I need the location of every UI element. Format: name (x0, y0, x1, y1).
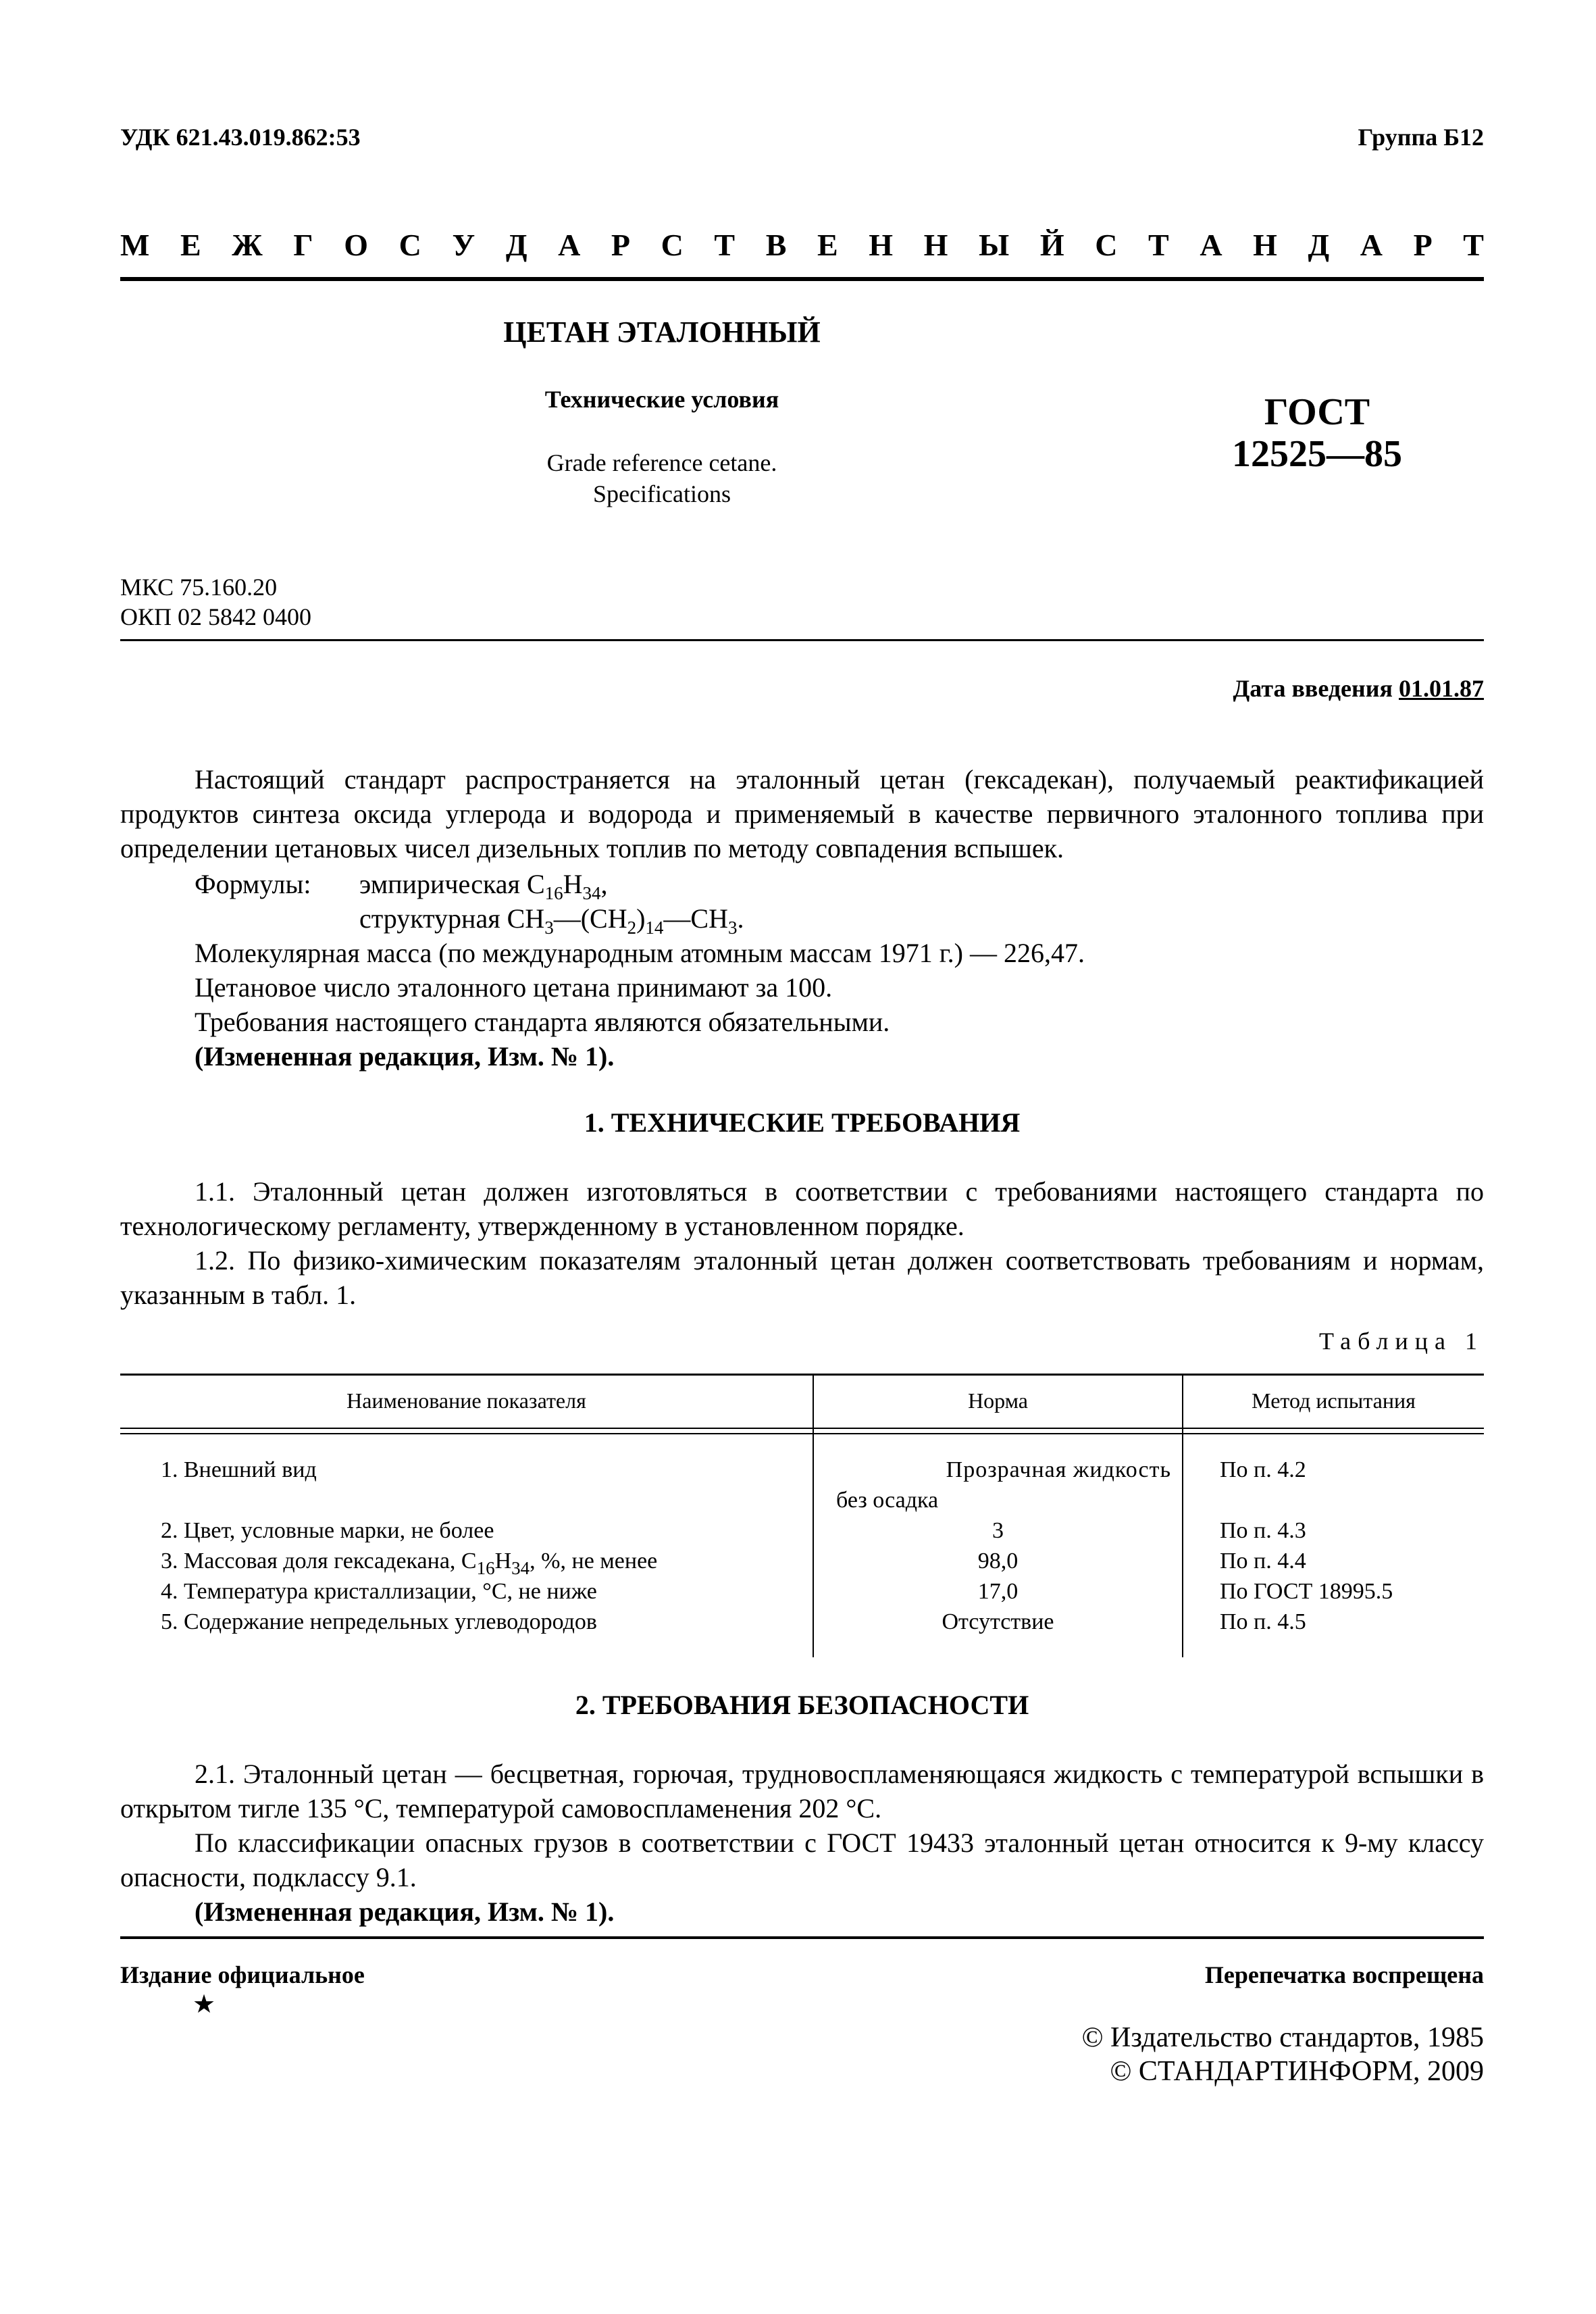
table-cell-text: , %, не менее (530, 1549, 658, 1574)
table-cell-name: 2. Цвет, условные марки, не более (161, 1518, 494, 1543)
section-2-paragraph-1: 2.1. Эталонный цетан — бесцветная, горючая, трудновоспламеняющаяся жидкость с температурой вспышки в открытом тигле 135 °С, температурой самовоспламенения 202 °С. (120, 1759, 1484, 1823)
table-cell-norm: 98,0 (977, 1549, 1019, 1574)
table-cell-name (161, 1546, 657, 1576)
table-cell-method: По ГОСТ 18995.5 (1220, 1579, 1393, 1604)
intro-date-value: 01.01.87 (1399, 675, 1484, 702)
table-header-rule-2 (120, 1433, 1484, 1434)
table-header-norm: Норма (968, 1388, 1028, 1413)
table-cell-method: По п. 4.3 (1220, 1518, 1306, 1543)
footer-rule (120, 1936, 1484, 1939)
formula-empirical (359, 867, 608, 901)
copyright-2009: © СТАНДАРТИНФОРМ, 2009 (1110, 2056, 1484, 2087)
formula-text: . (737, 903, 744, 934)
table-header-method: Метод испытания (1252, 1388, 1416, 1413)
english-title-line2: Specifications (593, 480, 731, 507)
formula-text: структурная CH (359, 903, 545, 934)
table-cell-norm: Прозрачная жидкость (946, 1457, 1171, 1482)
table-cell-name: 1. Внешний вид (161, 1457, 317, 1482)
copyright-1985: © Издательство стандартов, 1985 (1081, 2022, 1484, 2053)
mandatory-note: Требования настоящего стандарта являются обязательными. (195, 1007, 890, 1037)
molar-mass: Молекулярная масса (по международным атомным массам 1971 г.) — 226,47. (195, 938, 1085, 968)
document-title: ЦЕТАН ЭТАЛОННЫЙ (503, 316, 821, 349)
formula-structural (359, 901, 744, 936)
table-header-rule-1 (120, 1428, 1484, 1429)
document-subtitle: Технические условия (544, 386, 779, 413)
formula-subscript: 16 (476, 1558, 495, 1578)
intro-date-label: Дата введения (1233, 675, 1393, 702)
table-cell-method: По п. 4.5 (1220, 1609, 1306, 1634)
codes-rule (120, 639, 1484, 641)
formulas-label: Формулы: (195, 869, 311, 899)
group-code: Группа Б12 (1358, 124, 1484, 151)
table-column-divider (1182, 1374, 1183, 1657)
table-cell-method: По п. 4.2 (1220, 1457, 1306, 1482)
formula-text: эмпирическая C (359, 869, 545, 899)
formula-subscript: 16 (544, 883, 563, 903)
table-cell-norm: 3 (992, 1518, 1004, 1543)
english-title-line1: Grade reference cetane. (546, 449, 777, 476)
section-2-heading: 2. ТРЕБОВАНИЯ БЕЗОПАСНОСТИ (575, 1690, 1029, 1720)
section-1-paragraph-1: 1.1. Эталонный цетан должен изготовляться в соответствии с требованиями настоящего стандарта по технологическому регламенту, утвержденному в установленном порядке. (120, 1176, 1484, 1241)
official-edition: Издание официальное (120, 1961, 365, 1988)
table-cell-norm: Отсутствие (942, 1609, 1054, 1634)
banner-rule (120, 277, 1484, 281)
table-cell-name: 5. Содержание непредельных углеводородов (161, 1609, 597, 1634)
gost-label: ГОСТ (1264, 391, 1370, 433)
formula-subscript: 34 (511, 1558, 530, 1578)
udk-code: УДК 621.43.019.862:53 (120, 124, 361, 151)
standard-banner (120, 227, 1484, 263)
okp-code: ОКП 02 5842 0400 (120, 603, 312, 630)
star-icon: ★ (192, 1990, 216, 2019)
formula-subscript: 34 (582, 883, 601, 903)
gost-number: 12525—85 (1232, 433, 1402, 475)
table-top-rule (120, 1374, 1484, 1376)
formula-text: —(CH (553, 903, 627, 934)
table-cell-norm: без осадка (836, 1488, 939, 1513)
spec-table (120, 1374, 1484, 1657)
formula-subscript: 3 (727, 917, 738, 938)
amendment-note: (Измененная редакция, Изм. № 1). (195, 1896, 615, 1927)
mks-code: МКС 75.160.20 (120, 574, 278, 601)
table-cell-text: H (494, 1549, 512, 1574)
amendment-note: (Измененная редакция, Изм. № 1). (195, 1041, 615, 1072)
section-2-paragraph-2: По классификации опасных грузов в соответствии с ГОСТ 19433 эталонный цетан относится к 9-му классу опасности, подклассу 9.1. (120, 1828, 1484, 1892)
reprint-prohibited: Перепечатка воспрещена (1204, 1961, 1484, 1988)
table-caption: Таблица 1 (1319, 1328, 1484, 1355)
table-cell-name: 4. Температура кристаллизации, °С, не ниже (161, 1579, 597, 1604)
table-header-name: Наименование показателя (346, 1388, 586, 1413)
standard-banner-text: М Е Ж Г О С У Д А Р С Т В Е Н Н Ы Й С Т А Н Д А Р Т (120, 228, 1484, 262)
table-cell-method: По п. 4.4 (1220, 1549, 1306, 1574)
section-1-heading: 1. ТЕХНИЧЕСКИЕ ТРЕБОВАНИЯ (584, 1107, 1021, 1138)
table-cell-norm: 17,0 (977, 1579, 1019, 1604)
formula-text: ) (636, 903, 646, 934)
table-cell-text: 3. Массовая доля гексадекана, C (161, 1549, 477, 1574)
intro-paragraph: Настоящий стандарт распространяется на эталонный цетан (гексадекан), получаемый реактификацией продуктов синтеза оксида углерода и водорода и применяемый в качестве первичного эталонного топлива при определении цетановых чисел дизельных топлив по методу совпадения вспышек. (120, 764, 1484, 863)
formula-text: H (563, 869, 583, 899)
intro-date (1233, 674, 1485, 703)
cetane-number: Цетановое число эталонного цетана принимают за 100. (195, 972, 833, 1003)
formula-subscript: 14 (645, 917, 664, 938)
formula-text: —CH (663, 903, 728, 934)
formula-text: , (600, 869, 608, 899)
section-1-paragraph-2: 1.2. По физико-химическим показателям эталонный цетан должен соответствовать требованиям и нормам, указанным в табл. 1. (120, 1245, 1484, 1310)
formula-subscript: 3 (544, 917, 554, 938)
formula-subscript: 2 (627, 917, 637, 938)
